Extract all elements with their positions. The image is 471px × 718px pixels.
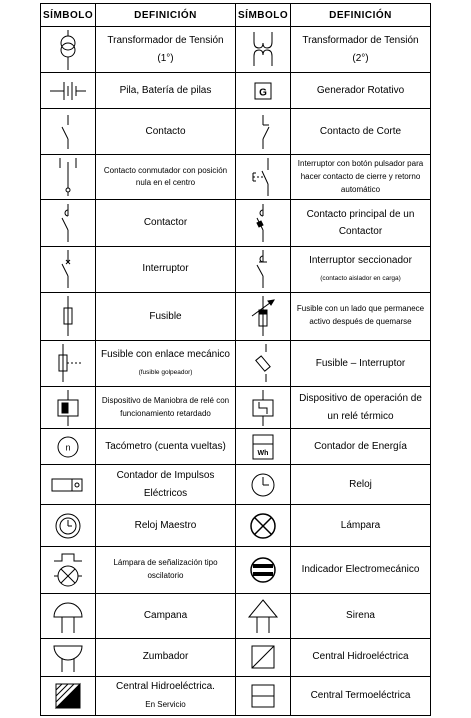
fuse-switch-icon xyxy=(236,340,291,386)
table-row xyxy=(41,340,431,386)
table-row xyxy=(41,593,431,638)
definition-text: Reloj xyxy=(291,465,431,505)
definition-text: Contacto conmutador con posición nula en el centro xyxy=(96,155,236,200)
thermal-plant-icon xyxy=(236,676,291,715)
table-row xyxy=(41,547,431,593)
main-contactor-icon xyxy=(236,200,291,246)
definition-text: Contacto xyxy=(96,109,236,155)
symbols-table xyxy=(40,3,431,716)
table-row xyxy=(41,292,431,340)
table-row xyxy=(41,505,431,547)
definition-text: Tacómetro (cuenta vueltas) xyxy=(96,429,236,465)
table-row xyxy=(41,155,431,200)
header-symbol-right: SÍMBOLO xyxy=(236,4,291,27)
disconnector-icon xyxy=(236,246,291,292)
transformer-2-icon xyxy=(236,27,291,73)
header-row xyxy=(41,4,431,27)
fuse-mechanical-icon xyxy=(41,340,96,386)
definition-text: Interruptor xyxy=(96,246,236,292)
definition-text: Contacto principal de un Contactor xyxy=(291,200,431,246)
definition-text: Campana xyxy=(96,593,236,638)
changeover-contact-icon xyxy=(41,155,96,200)
definition-text: Dispositivo de Maniobra de relé con funcionamiento retardado xyxy=(96,386,236,428)
hydro-plant-service-icon xyxy=(41,676,96,715)
definition-text: Fusible con enlace mecánico xyxy=(101,348,230,360)
definition-text: Pila, Batería de pilas xyxy=(96,73,236,109)
flashing-lamp-icon xyxy=(41,547,96,593)
definition-text: Zumbador xyxy=(96,638,236,676)
thermal-relay-icon xyxy=(236,386,291,428)
fuse-icon xyxy=(41,292,96,340)
definition-note: En Servicio xyxy=(145,699,186,709)
table-row xyxy=(41,246,431,292)
master-clock-icon xyxy=(41,505,96,547)
definition-text: Central Hidroeléctrica. xyxy=(116,681,215,693)
definition-text: Indicador Electromecánico xyxy=(291,547,431,593)
pulse-counter-icon xyxy=(41,465,96,505)
definition-note: (fusible golpeador) xyxy=(138,369,193,377)
definition-text: Fusible con un lado que permanece activo después de quemarse xyxy=(291,292,431,340)
definition-note: (contacto aislador en carga) xyxy=(320,275,401,283)
definition-text: Contador de Impulsos Eléctricos xyxy=(96,465,236,505)
delayed-relay-icon xyxy=(41,386,96,428)
table-row xyxy=(41,429,431,465)
definition-text: Transformador de Tensión (2°) xyxy=(291,27,431,73)
header-definition-left: DEFINICIÓN xyxy=(96,4,236,27)
definition-text: Transformador de Tensión (1°) xyxy=(96,27,236,73)
definition-text: Sirena xyxy=(291,593,431,638)
definition-text: Interruptor seccionador xyxy=(309,254,412,266)
definition-text: Fusible xyxy=(96,292,236,340)
tachometer-glyph: n xyxy=(65,442,71,453)
definition-text: Lámpara xyxy=(291,505,431,547)
table-row xyxy=(41,27,431,73)
clock-icon xyxy=(236,465,291,505)
table-row xyxy=(41,386,431,428)
definition-text: Contactor xyxy=(96,200,236,246)
battery-icon xyxy=(41,73,96,109)
fuse-active-side-icon xyxy=(236,292,291,340)
table-row xyxy=(41,200,431,246)
tachometer-icon xyxy=(41,429,96,465)
energy-meter-icon xyxy=(236,429,291,465)
definition-text: Contacto de Corte xyxy=(291,109,431,155)
definition-text: Contador de Energía xyxy=(291,429,431,465)
buzzer-icon xyxy=(41,638,96,676)
table-row xyxy=(41,638,431,676)
energy-meter-glyph: Wh xyxy=(257,449,269,457)
switch-icon xyxy=(41,246,96,292)
table-row xyxy=(41,73,431,109)
generator-icon xyxy=(236,73,291,109)
hydro-plant-icon xyxy=(236,638,291,676)
header-definition-right: DEFINICIÓN xyxy=(291,4,431,27)
generator-glyph: G xyxy=(259,87,267,99)
table-row xyxy=(41,676,431,715)
definition-text: Central Termoeléctrica xyxy=(291,676,431,715)
bell-icon xyxy=(41,593,96,638)
definition-cell xyxy=(96,676,236,715)
contact-icon xyxy=(41,109,96,155)
pushbutton-switch-icon xyxy=(236,155,291,200)
definition-text: Generador Rotativo xyxy=(291,73,431,109)
definition-text: Fusible – Interruptor xyxy=(291,340,431,386)
siren-icon xyxy=(236,593,291,638)
contactor-icon xyxy=(41,200,96,246)
definition-cell xyxy=(96,340,236,386)
definition-text: Dispositivo de operación de un relé térmico xyxy=(291,386,431,428)
definition-text: Central Hidroeléctrica xyxy=(291,638,431,676)
definition-text: Reloj Maestro xyxy=(96,505,236,547)
definition-text: Interruptor con botón pulsador para hacer contacto de cierre y retorno automático xyxy=(291,155,431,200)
transformer-1-icon xyxy=(41,27,96,73)
break-contact-icon xyxy=(236,109,291,155)
definition-text: Lámpara de señalización tipo oscilatorio xyxy=(96,547,236,593)
header-symbol-left: SÍMBOLO xyxy=(41,4,96,27)
definition-cell xyxy=(291,246,431,292)
table-row xyxy=(41,109,431,155)
table-row xyxy=(41,465,431,505)
indicator-icon xyxy=(236,547,291,593)
lamp-icon xyxy=(236,505,291,547)
